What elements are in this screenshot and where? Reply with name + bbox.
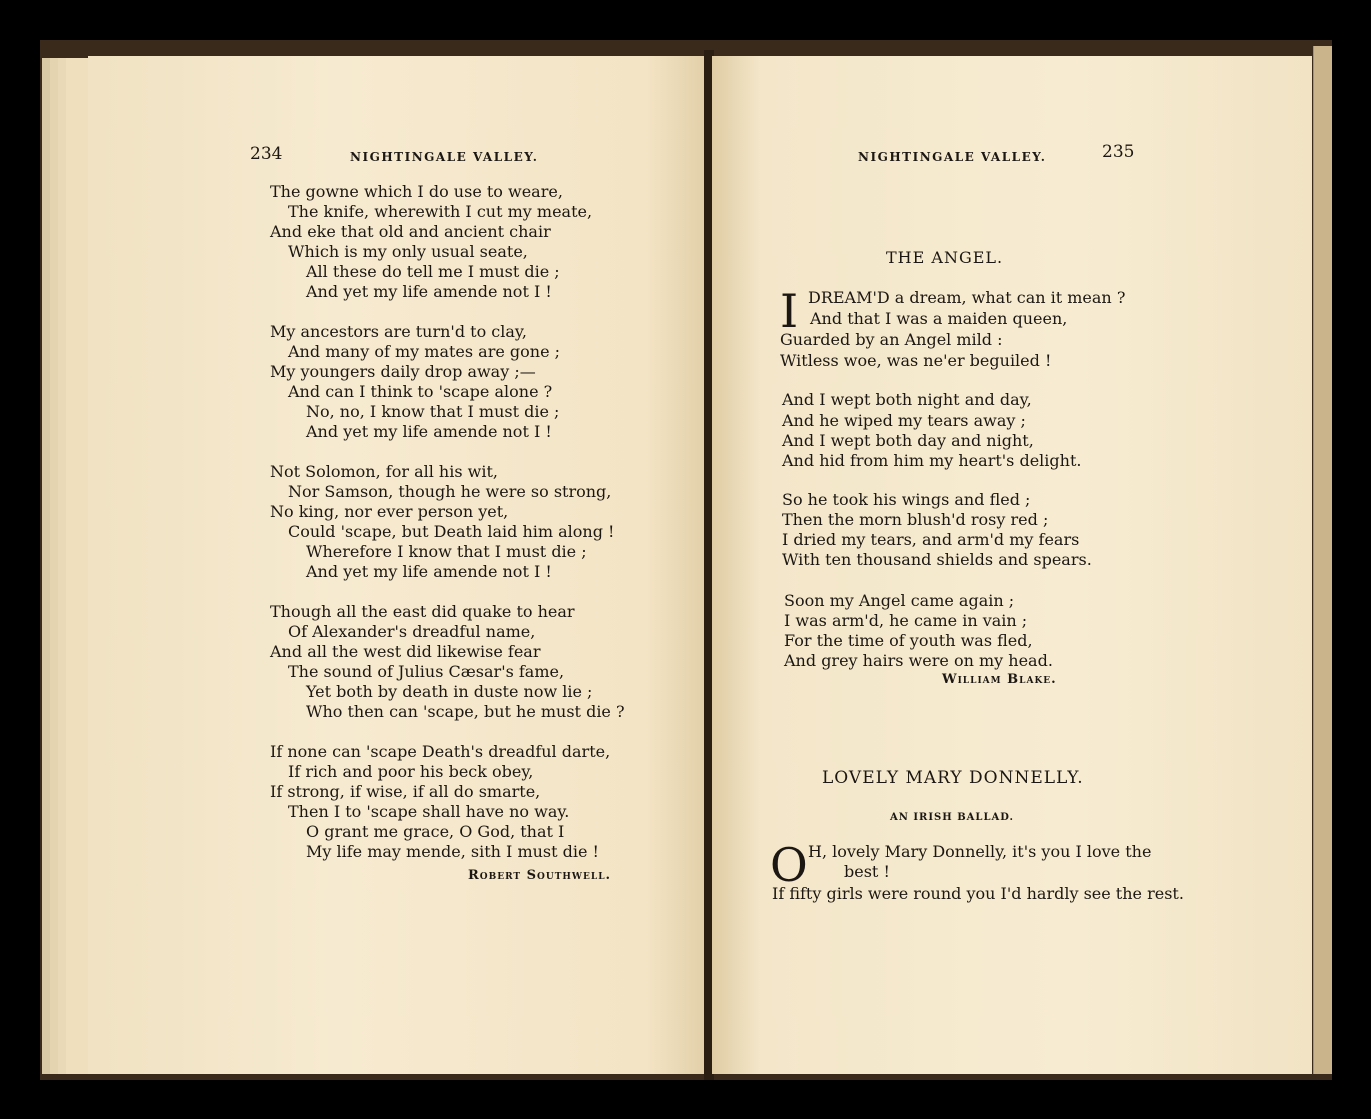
verse-line: Which is my only usual seate, <box>288 242 528 261</box>
verse-line: The sound of Julius Cæsar's fame, <box>288 662 565 681</box>
running-head: NIGHTINGALE VALLEY. <box>350 150 539 164</box>
running-head: NIGHTINGALE VALLEY. <box>858 150 1047 164</box>
verse-line: Wherefore I know that I must die ; <box>306 542 587 561</box>
verse-line: And that I was a maiden queen, <box>810 309 1068 328</box>
author-name: William Blake. <box>942 672 1057 687</box>
verse-line: And can I think to 'scape alone ? <box>288 382 553 401</box>
verse-line: Nor Samson, though he were so strong, <box>288 482 612 501</box>
poem-title: LOVELY MARY DONNELLY. <box>822 768 1084 788</box>
verse-line: Guarded by an Angel mild : <box>780 330 1003 349</box>
left-page <box>88 56 708 1074</box>
verse-line: And hid from him my heart's delight. <box>782 451 1082 470</box>
verse-line: My ancestors are turn'd to clay, <box>270 322 527 341</box>
verse-line: For the time of youth was fled, <box>784 631 1033 650</box>
verse-line: I dried my tears, and arm'd my fears <box>782 530 1080 549</box>
verse-line: No king, nor ever person yet, <box>270 502 509 521</box>
verse-line: And he wiped my tears away ; <box>782 411 1026 430</box>
verse-line: And I wept both night and day, <box>782 390 1032 409</box>
verse-line: And eke that old and ancient chair <box>270 222 551 241</box>
verse-line: DREAM'D a dream, what can it mean ? <box>808 288 1126 307</box>
verse-line: So he took his wings and fled ; <box>782 490 1031 509</box>
verse-line: With ten thousand shields and spears. <box>782 550 1092 569</box>
page-edge-right <box>1313 46 1332 1074</box>
verse-line: Then I to 'scape shall have no way. <box>288 802 570 821</box>
poem-title: THE ANGEL. <box>886 248 1004 267</box>
verse-line: And grey hairs were on my head. <box>784 651 1053 670</box>
drop-cap: I <box>780 284 799 338</box>
poem-subtitle: AN IRISH BALLAD. <box>890 812 1015 823</box>
verse-line: O grant me grace, O God, that I <box>306 822 565 841</box>
verse-line: And yet my life amende not I ! <box>306 562 552 581</box>
verse-line: The gowne which I do use to weare, <box>270 182 563 201</box>
verse-line: Of Alexander's dreadful name, <box>288 622 536 641</box>
verse-line: All these do tell me I must die ; <box>306 262 560 281</box>
verse-line: Witless woe, was ne'er beguiled ! <box>780 351 1052 370</box>
verse-line: Not Solomon, for all his wit, <box>270 462 498 481</box>
verse-line: My youngers daily drop away ;— <box>270 362 536 381</box>
verse-line: If fifty girls were round you I'd hardly see the rest. <box>772 884 1184 903</box>
drop-cap: O <box>770 838 808 892</box>
verse-line: Though all the east did quake to hear <box>270 602 575 621</box>
verse-line: Soon my Angel came again ; <box>784 591 1015 610</box>
verse-line: If rich and poor his beck obey, <box>288 762 534 781</box>
book-spread <box>40 40 1332 1080</box>
verse-line: best ! <box>844 862 890 881</box>
verse-line: And many of my mates are gone ; <box>288 342 561 361</box>
verse-line: And I wept both day and night, <box>782 431 1034 450</box>
verse-line: My life may mende, sith I must die ! <box>306 842 599 861</box>
right-page <box>712 56 1312 1074</box>
verse-line: The knife, wherewith I cut my meate, <box>288 202 593 221</box>
verse-line: If none can 'scape Death's dreadful darte, <box>270 742 611 761</box>
verse-line: Then the morn blush'd rosy red ; <box>782 510 1049 529</box>
verse-line: H, lovely Mary Donnelly, it's you I love the <box>808 842 1152 861</box>
verse-line: Who then can 'scape, but he must die ? <box>306 702 625 721</box>
verse-line: If strong, if wise, if all do smarte, <box>270 782 541 801</box>
verse-line: And yet my life amende not I ! <box>306 282 552 301</box>
author-name: Robert Southwell. <box>468 868 612 883</box>
verse-line: And all the west did likewise fear <box>270 642 541 661</box>
verse-line: Could 'scape, but Death laid him along ! <box>288 522 615 541</box>
verse-line: Yet both by death in duste now lie ; <box>306 682 593 701</box>
page-number: 235 <box>1102 142 1135 162</box>
page-number: 234 <box>250 144 283 164</box>
verse-line: I was arm'd, he came in vain ; <box>784 611 1028 630</box>
verse-line: No, no, I know that I must die ; <box>306 402 560 421</box>
verse-line: And yet my life amende not I ! <box>306 422 552 441</box>
